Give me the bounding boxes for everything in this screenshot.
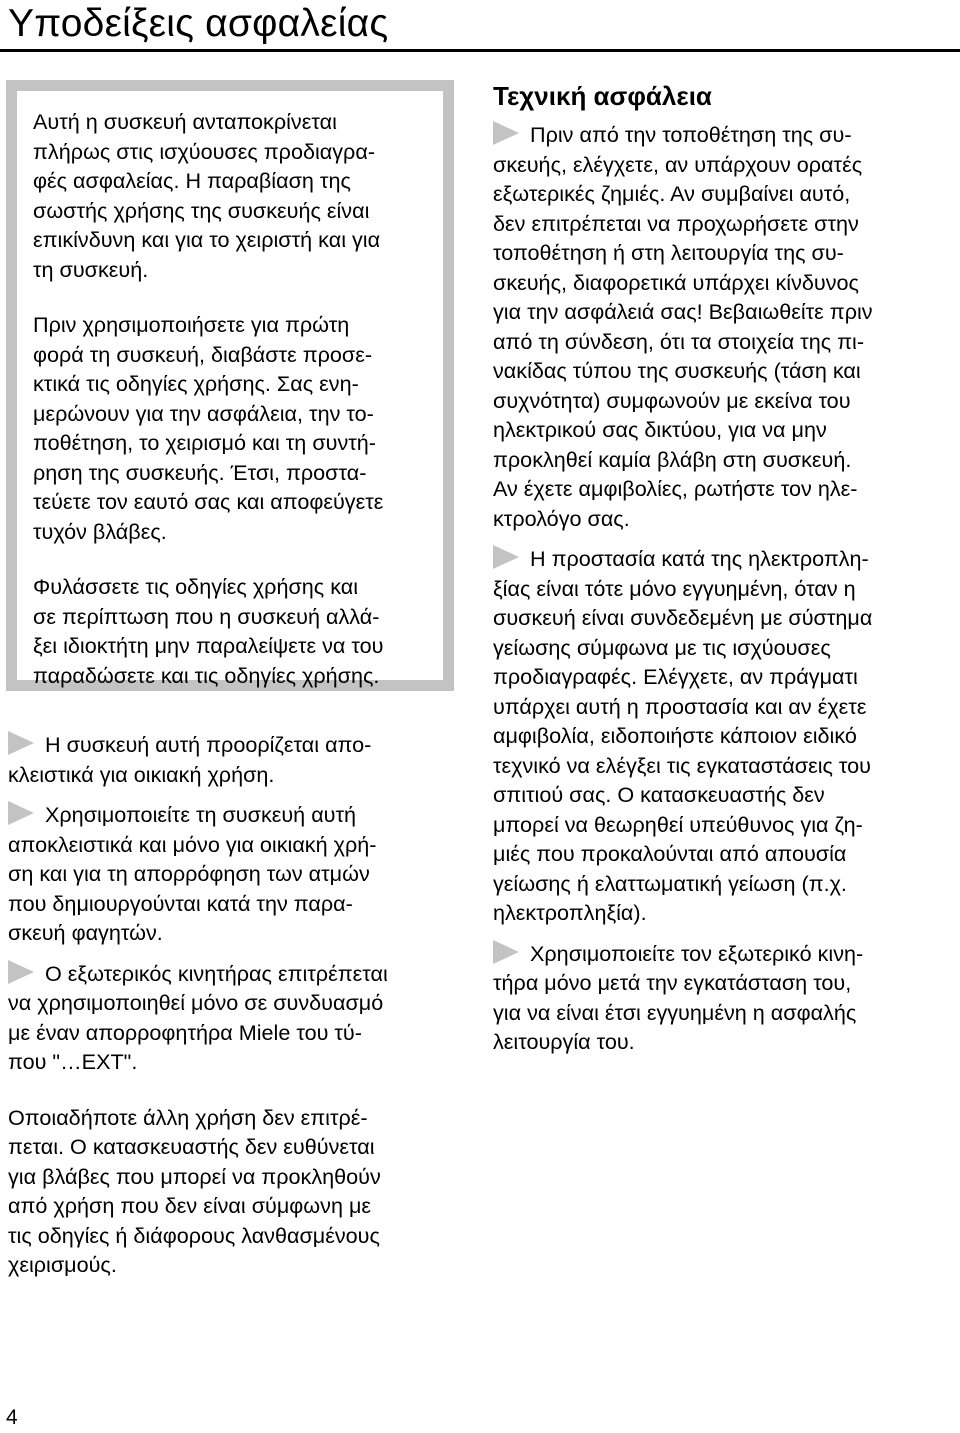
bullet-item	[8, 730, 460, 789]
safety-notice-box	[6, 80, 454, 691]
notice-paragraph: Αυτή η συσκευή ανταποκρίνεται πλήρως στις ισχύουσες προδιαγρα- φές ασφαλείας. Η παραβίαση της σωστής χρήσης της συσκευής είναι επικίνδυνη και για το χειριστή και για τη συσκευή.	[33, 109, 381, 282]
bullet-text: Η συσκευή αυτή προορίζεται απο- κλειστικά για οικιακή χρήση.	[8, 732, 372, 787]
bullet-item	[493, 544, 955, 928]
triangle-bullet-icon	[493, 121, 519, 145]
closing-paragraph: Οποιαδήποτε άλλη χρήση δεν επιτρέ- πεται. Ο κατασκευαστής δεν ευθύνεται για βλάβες που μπορεί να προκληθούν από χρήση που δεν είναι σύμφωνη με τις οδηγίες ή διάφορους λανθασμένους χειρισμούς.	[8, 1104, 381, 1277]
bullet-text: Η προστασία κατά της ηλεκτροπλη- ξίας είναι τότε μόνο εγγυημένη, όταν η συσκευή είναι συνδεδεμένη με σύστημα γείωσης σύμφωνα με τις ισχύουσες προδιαγραφές. Ελέγχετε, αν πράγματι υπάρχει αυτή η προστασία και αν έχετε αμφιβολία, ειδοποιήστε κάποιον ειδικό τεχνικό να ελέγξει τις εγκαταστάσεις του σπιτιού σας. Ο κατασκευαστής δεν μπορεί να θεωρηθεί υπεύθυνος για ζη- μιές που προκαλούνται από απουσία γείωσης ή ελαττωματική γείωση (π.χ. ηλεκτροπληξία).	[493, 546, 873, 925]
left-column	[8, 730, 460, 1280]
bullet-text: Χρησιμοποιείτε τον εξωτερικό κινη- τήρα μόνο μετά την εγκατάσταση του, για να είναι έτσι εγγυημένη η ασφαλής λειτουργία του.	[493, 940, 864, 1054]
bullet-item	[493, 939, 955, 1057]
bullet-text: Πριν από την τοποθέτηση της συ- σκευής, ελέγχετε, αν υπάρχουν ορατές εξωτερικές ζημιές. Αν συμβαίνει αυτό, δεν επιτρέπεται να προχωρήσετε στην τοποθέτηση ή στη λειτουργία της συ- σκευής, διαφορετικά υπάρχει κίνδυνος για την ασφάλειά σας! Βεβαιωθείτε πριν από τη σύνδεση, ότι τα στοιχεία της πι- νακίδας τύπου της συσκευής (τάση και συχνότητα) συμφωνούν με εκείνα του ηλεκτρικού σας δικτύου, για να μην προκληθεί καμία βλάβη στη συσκευή. Αν έχετε αμφιβολίες, ρωτήστε τον ηλε- κτρολόγο σας.	[493, 122, 873, 531]
page-title: Υποδείξεις ασφαλείας	[8, 2, 389, 45]
bullet-item	[8, 959, 460, 1077]
triangle-bullet-icon	[8, 731, 34, 755]
triangle-bullet-icon	[8, 960, 34, 984]
page-number: 4	[6, 1406, 18, 1429]
title-divider	[0, 49, 960, 52]
bullet-text: Χρησιμοποιείτε τη συσκευή αυτή αποκλειστικά και μόνο για οικιακή χρή- ση και για τη απορρόφηση των ατμών που δημιουργούνται κατά την παρα- σκευή φαγητών.	[8, 802, 377, 945]
right-column	[493, 78, 955, 1068]
section-heading: Τεχνική ασφάλεια	[493, 81, 712, 111]
bullet-item	[493, 120, 955, 533]
triangle-bullet-icon	[8, 801, 34, 825]
notice-paragraph: Φυλάσσετε τις οδηγίες χρήσης και σε περίπτωση που η συσκευή αλλά- ξει ιδιοκτήτη μην παραλείψετε να του παραδώσετε και τις οδηγίες χρήσης.	[33, 574, 384, 688]
bullet-item	[8, 800, 460, 948]
triangle-bullet-icon	[493, 545, 519, 569]
bullet-text: Ο εξωτερικός κινητήρας επιτρέπεται να χρησιμοποιηθεί μόνο σε συνδυασμό με έναν απορροφητήρα Miele του τύ- που "…EXT".	[8, 960, 388, 1074]
notice-paragraph: Πριν χρησιμοποιήσετε για πρώτη φορά τη συσκευή, διαβάστε προσε- κτικά τις οδηγίες χρήσης. Σας ενη- μερώνουν για την ασφάλεια, την το- ποθέτηση, το χειρισμό και τη συντή- ρηση της συσκευής. Έτσι, προστα- τεύετε τον εαυτό σας και αποφεύγετε τυχόν βλάβες.	[33, 312, 384, 544]
triangle-bullet-icon	[493, 940, 519, 964]
